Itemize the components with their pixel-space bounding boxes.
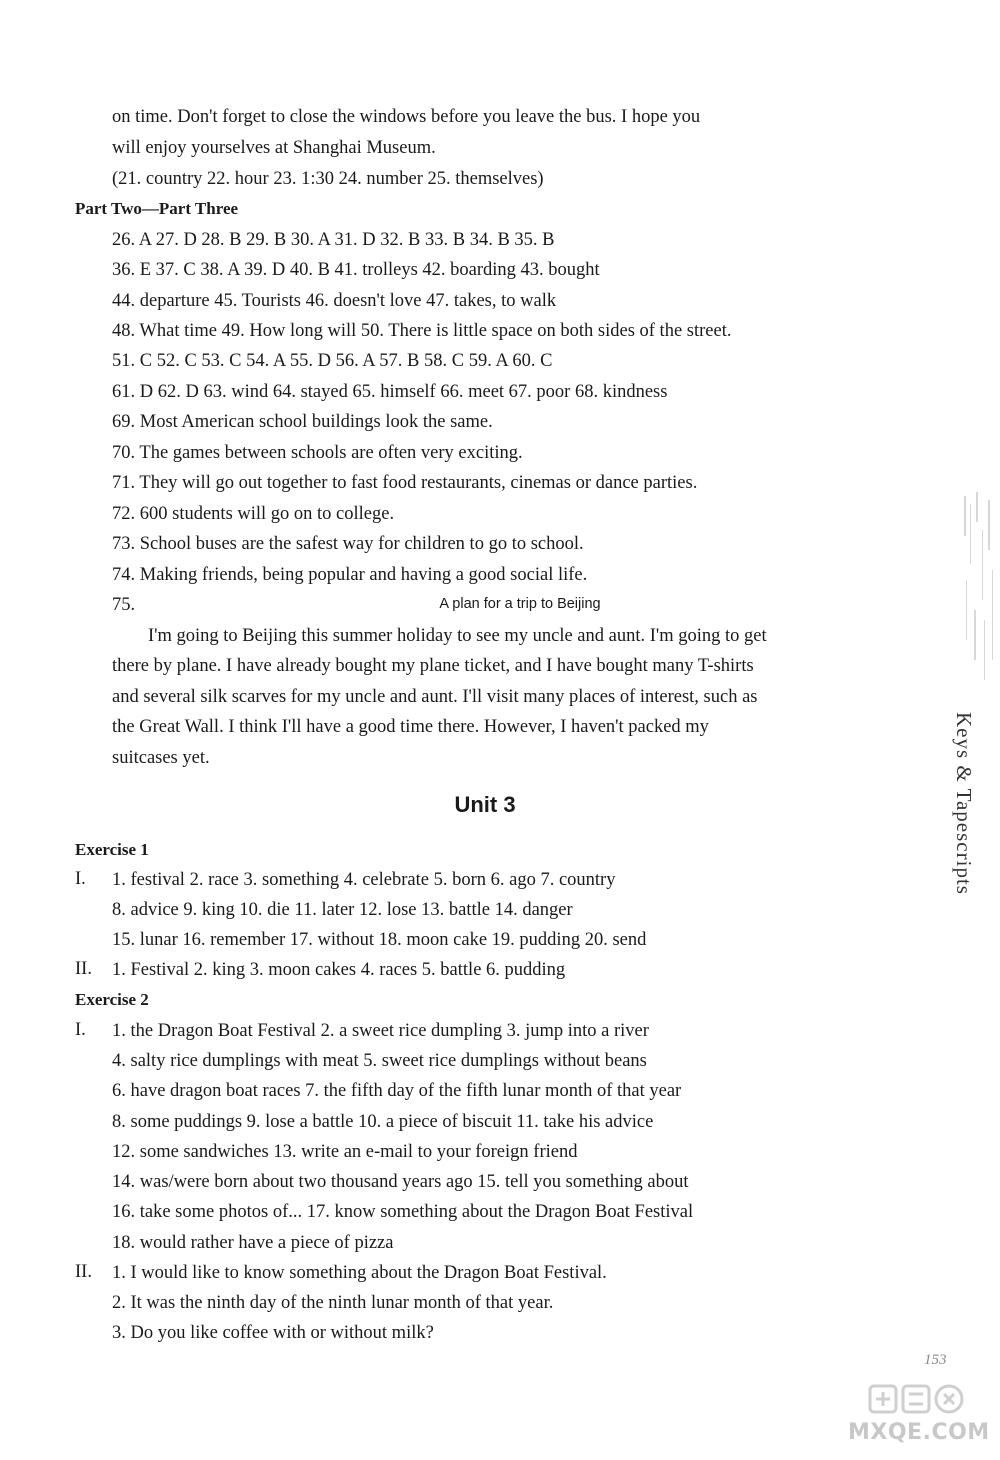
exercise-heading: Exercise 1 (75, 840, 149, 859)
roman-numeral: I. (75, 869, 86, 889)
text-line: on time. Don't forget to close the windows before you leave the bus. I hope you (112, 107, 701, 127)
watermark-text: MXQE.COM (848, 1420, 990, 1445)
answer-line: 71. They will go out together to fast food restaurants, cinemas or dance parties. (112, 473, 698, 493)
answer-line: 48. What time 49. How long will 50. There is little space on both sides of the street. (112, 321, 732, 341)
answer-line: 12. some sandwiches 13. write an e-mail to your foreign friend (112, 1142, 578, 1162)
roman-numeral: I. (75, 1020, 86, 1040)
answer-line: 16. take some photos of... 17. know something about the Dragon Boat Festival (112, 1202, 694, 1222)
watermark-logo-icon (866, 1380, 966, 1418)
page-number: 153 (924, 1352, 947, 1368)
answer-line: 73. School buses are the safest way for children to go to school. (112, 534, 584, 554)
essay-title: A plan for a trip to Beijing (439, 596, 601, 612)
answer-line: 3. Do you like coffee with or without milk? (112, 1323, 434, 1343)
section-heading-part: Part Two—Part Three (75, 199, 239, 218)
answer-line: 4. salty rice dumplings with meat 5. sweet rice dumplings without beans (112, 1051, 647, 1071)
answer-line: 1. festival 2. race 3. something 4. celebrate 5. born 6. ago 7. country (112, 870, 616, 890)
text-line: will enjoy yourselves at Shanghai Museum. (112, 138, 436, 158)
essay-line: I'm going to Beijing this summer holiday to see my uncle and aunt. I'm going to get (148, 626, 767, 646)
answer-line: 36. E 37. C 38. A 39. D 40. B 41. trolleys 42. boarding 43. bought (112, 260, 600, 280)
answer-line: 14. was/were born about two thousand years ago 15. tell you something about (112, 1172, 689, 1192)
essay-line: and several silk scarves for my uncle and aunt. I'll visit many places of interest, such as (112, 687, 758, 707)
text-line: (21. country 22. hour 23. 1:30 24. number 25. themselves) (112, 169, 544, 189)
answer-line: 8. advice 9. king 10. die 11. later 12. lose 13. battle 14. danger (112, 900, 573, 920)
answer-line: 26. A 27. D 28. B 29. B 30. A 31. D 32. B 33. B 34. B 35. B (112, 230, 555, 250)
answer-line: 1. Festival 2. king 3. moon cakes 4. races 5. battle 6. pudding (112, 960, 566, 980)
exercise-heading: Exercise 2 (75, 990, 149, 1009)
roman-numeral: II. (75, 959, 92, 979)
scan-noise (960, 490, 1000, 710)
answer-line: 72. 600 students will go on to college. (112, 504, 395, 524)
answer-line: 8. some puddings 9. lose a battle 10. a piece of biscuit 11. take his advice (112, 1112, 654, 1132)
answer-line: 70. The games between schools are often very exciting. (112, 443, 523, 463)
answer-line: 1. I would like to know something about the Dragon Boat Festival. (112, 1263, 607, 1283)
roman-numeral: II. (75, 1262, 92, 1282)
essay-line: there by plane. I have already bought my plane ticket, and I have bought many T-shirts (112, 656, 754, 676)
essay-line: the Great Wall. I think I'll have a good time there. However, I haven't packed my (112, 717, 709, 737)
answer-line: 75. (112, 595, 136, 615)
answer-line: 18. would rather have a piece of pizza (112, 1233, 394, 1253)
answer-line: 1. the Dragon Boat Festival 2. a sweet rice dumpling 3. jump into a river (112, 1021, 649, 1041)
unit-title: Unit 3 (454, 792, 516, 817)
watermark (848, 1380, 988, 1450)
answer-line: 15. lunar 16. remember 17. without 18. moon cake 19. pudding 20. send (112, 930, 647, 950)
answer-line: 2. It was the ninth day of the ninth lunar month of that year. (112, 1293, 554, 1313)
answer-line: 51. C 52. C 53. C 54. A 55. D 56. A 57. B 58. C 59. A 60. C (112, 351, 553, 371)
answer-line: 69. Most American school buildings look the same. (112, 412, 493, 432)
essay-line: suitcases yet. (112, 748, 210, 768)
answer-line: 6. have dragon boat races 7. the fifth day of the fifth lunar month of that year (112, 1081, 682, 1101)
answer-line: 44. departure 45. Tourists 46. doesn't love 47. takes, to walk (112, 291, 557, 311)
answer-line: 74. Making friends, being popular and having a good social life. (112, 565, 588, 585)
answer-line: 61. D 62. D 63. wind 64. stayed 65. himself 66. meet 67. poor 68. kindness (112, 382, 668, 402)
side-running-title: Keys & Tapescripts (952, 712, 976, 895)
